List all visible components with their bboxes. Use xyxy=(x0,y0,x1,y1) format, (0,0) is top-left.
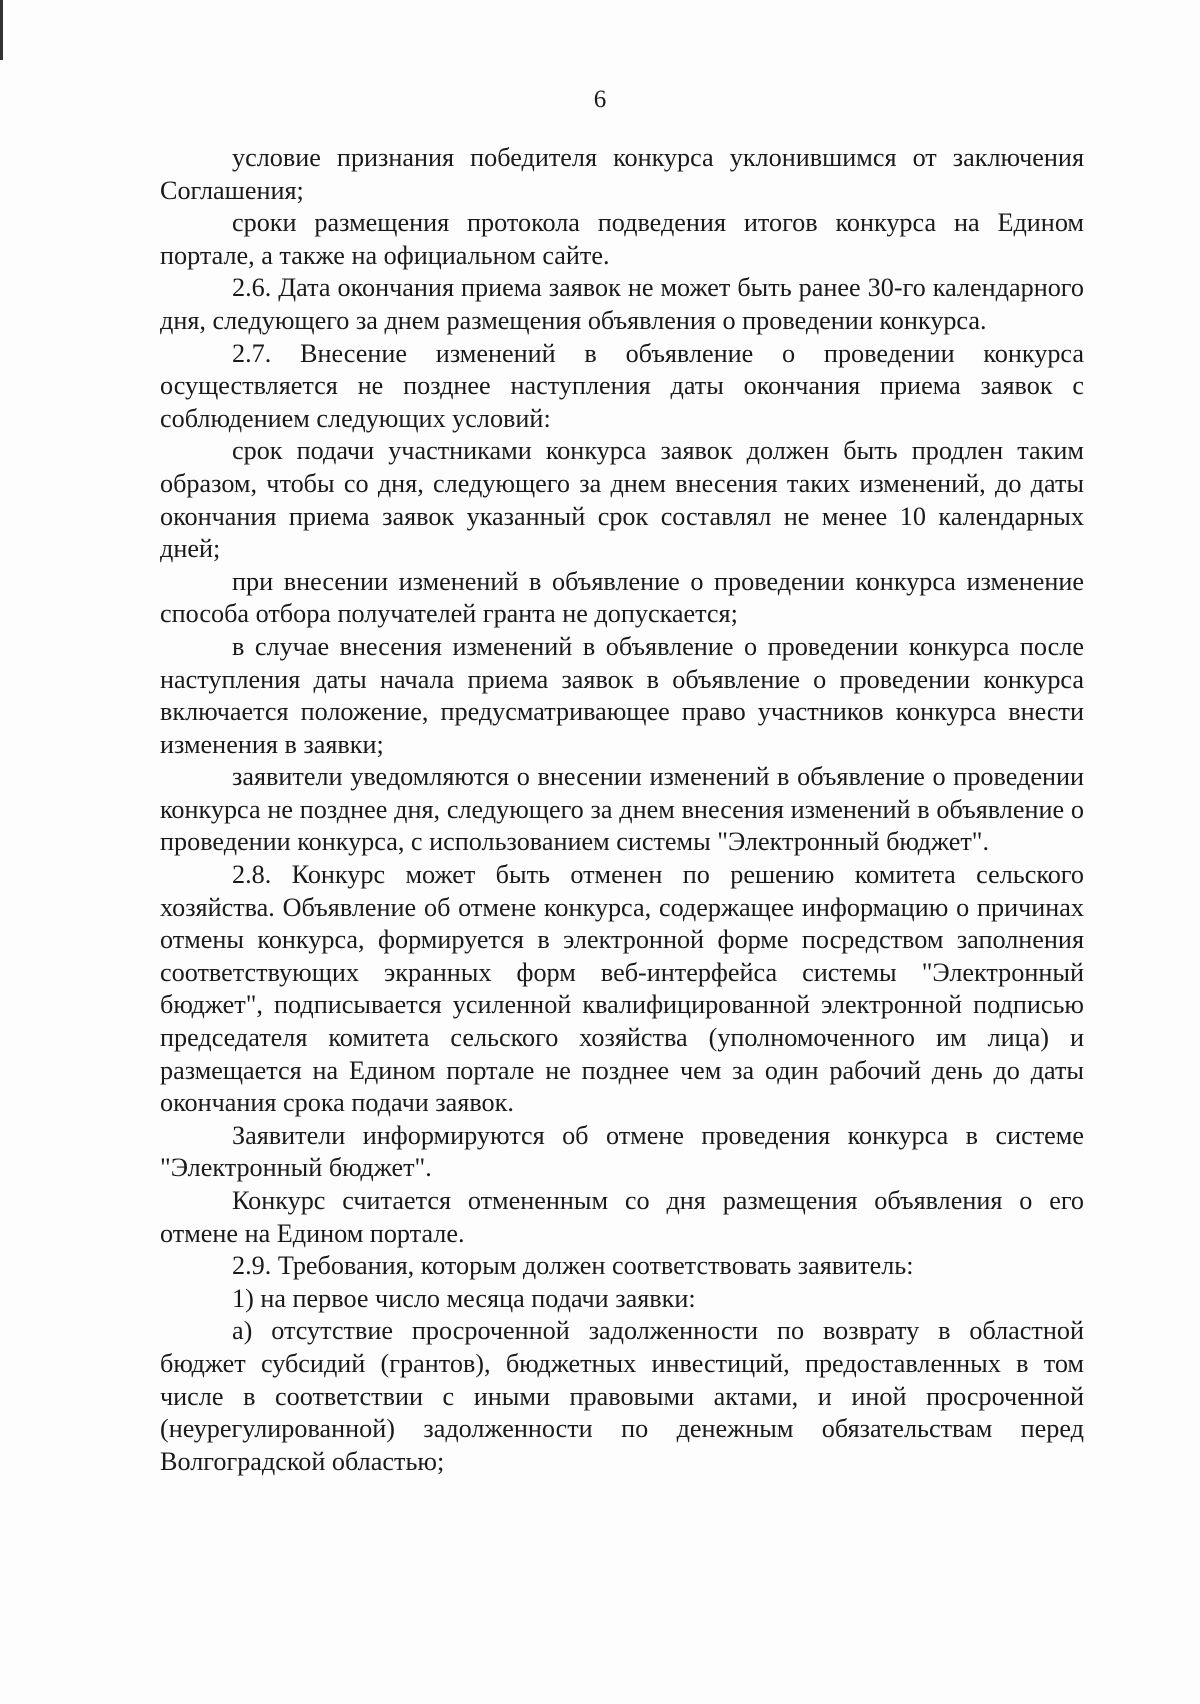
paragraph-2-9: 2.9. Требования, которым должен соответствовать заявитель: xyxy=(232,1251,914,1281)
page-number: 6 xyxy=(593,86,607,113)
paragraph: 1) на первое число месяца подачи заявки: xyxy=(232,1283,696,1313)
paragraph-2-7: 2.7. Внесение изменений в объявление о проведении конкурса осуществляется не позднее наступления даты окончания приема заявок с соблюдением следующих условий: xyxy=(160,338,1084,433)
paragraph: а) отсутствие просроченной задолженности по возврату в областной бюджет субсидий (грантов), бюджетных инвестиций, предоставленных в том числе в соответствии с иными правовыми актами, и иной просроченной (неурегулированной) задолженности по денежным обязательствам перед Волгоградской областью; xyxy=(160,1316,1084,1476)
document-body xyxy=(160,142,1084,1478)
scan-edge-mark xyxy=(0,0,3,60)
paragraph: в случае внесения изменений в объявление о проведении конкурса после наступления даты начала приема заявок в объявление о проведении конкурса включается положение, предусматривающее право участников конкурса внести изменения в заявки; xyxy=(160,631,1084,759)
paragraph: заявители уведомляются о внесении изменений в объявление о проведении конкурса не позднее дня, следующего за днем внесения изменений в объявление о проведении конкурса, с использованием системы "Электронный бюджет". xyxy=(160,762,1084,857)
paragraph-2-8: 2.8. Конкурс может быть отменен по решению комитета сельского хозяйства. Объявление об отмене конкурса, содержащее информацию о причинах отмены конкурса, формируется в электронной форме посредством заполнения соответствующих экранных форм веб-интерфейса системы "Электронный бюджет", подписывается усиленной квалифицированной электронной подписью председателя комитета сельского хозяйства (уполномоченного им лица) и размещается на Едином портале не позднее чем за один рабочий день до даты окончания срока подачи заявок. xyxy=(160,860,1084,1118)
paragraph: сроки размещения протокола подведения итогов конкурса на Едином портале, а также на официальном сайте. xyxy=(160,208,1084,270)
paragraph: при внесении изменений в объявление о проведении конкурса изменение способа отбора получателей гранта не допускается; xyxy=(160,566,1084,629)
paragraph: условие признания победителя конкурса уклонившимся от заключения Соглашения; xyxy=(160,143,1084,205)
paragraph: Конкурс считается отмененным со дня размещения объявления о его отмене на Едином портале. xyxy=(160,1186,1084,1248)
paragraph: Заявители информируются об отмене проведения конкурса в системе "Электронный бюджет". xyxy=(160,1120,1084,1183)
paragraph: срок подачи участниками конкурса заявок должен быть продлен таким образом, чтобы со дня, следующего за днем внесения таких изменений, до даты окончания приема заявок указанный срок составлял не менее 10 календарных дней; xyxy=(160,436,1084,564)
paragraph-2-6: 2.6. Дата окончания приема заявок не может быть ранее 30-го календарного дня, следующего за днем размещения объявления о проведении конкурса. xyxy=(160,273,1084,335)
